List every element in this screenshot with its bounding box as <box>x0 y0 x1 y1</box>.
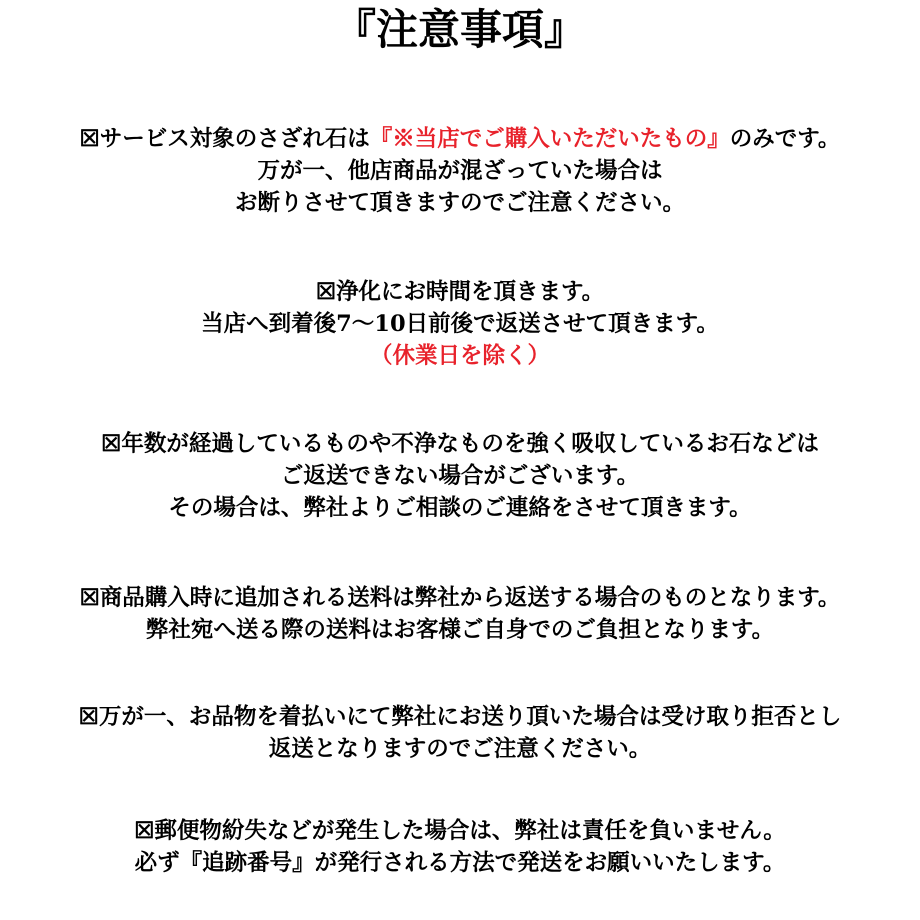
notice-line: その場合は、弊社よりご相談のご連絡をさせて頂きます。 <box>168 495 752 521</box>
page-title: 『注意事項』 <box>333 5 586 54</box>
notice-section-lost-mail <box>0 815 920 879</box>
notice-line: 当店へ到着後7～10日前後で返送させて頂きます。 <box>201 311 719 337</box>
notice-line: ☒郵便物紛失などが発生した場合は、弊社は責任を負いません。 <box>134 818 786 844</box>
notice-line: ☒浄化にお時間を頂きます。 <box>315 279 605 305</box>
notice-section-cash-on-delivery <box>0 701 920 765</box>
notice-line: ☒年数が経過しているものや不浄なものを強く吸収しているお石などは <box>101 431 819 457</box>
notice-line: 万が一、他店商品が混ざっていた場合は <box>257 158 663 184</box>
notice-section-eligible-stones <box>0 123 920 219</box>
notice-text: のみです。 <box>729 126 841 152</box>
notice-section-purification-time <box>0 276 920 372</box>
notice-line: ☒商品購入時に追加される送料は弊社から返送する場合のものとなります。 <box>79 585 841 611</box>
notice-line: 弊社宛へ送る際の送料はお客様ご自身でのご負担となります。 <box>145 617 775 643</box>
notice-line: ご返送できない場合がございます。 <box>280 463 640 489</box>
highlight-line: （休業日を除く） <box>369 343 550 369</box>
notice-section-shipping-fee <box>0 582 920 646</box>
notice-line <box>0 123 920 155</box>
notice-line: お断りさせて頂きますのでご注意ください。 <box>234 190 685 216</box>
notice-line: 必ず『追跡番号』が発行される方法で発送をお願いいたします。 <box>134 850 786 876</box>
notice-text: ☒サービス対象のさざれ石は <box>79 126 370 152</box>
highlight-text: 『※当店でご購入いただいたもの』 <box>369 126 730 152</box>
notice-line: 返送となりますのでご注意ください。 <box>268 736 652 762</box>
notice-line: ☒万が一、お品物を着払いにて弊社にお送り頂いた場合は受け取り拒否とし <box>78 704 842 730</box>
notice-section-unreturnable-stones <box>0 428 920 524</box>
